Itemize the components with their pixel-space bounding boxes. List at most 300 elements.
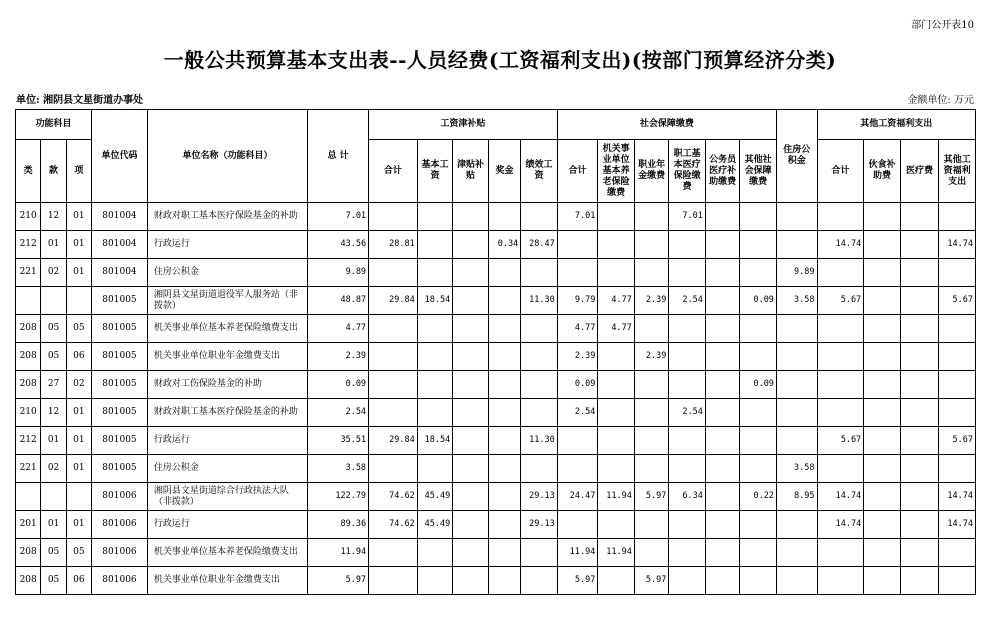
cell-kuan: 05 [41, 315, 66, 343]
cell-medical: 6.34 [669, 483, 706, 511]
cell-other-w [939, 371, 976, 399]
cell-xiang: 06 [66, 343, 91, 371]
header-sub: 合计 [557, 140, 598, 203]
cell-total: 122.79 [308, 483, 369, 511]
cell-oth-total [817, 539, 864, 567]
cell-code: 801005 [92, 399, 148, 427]
cell-housing [776, 399, 817, 427]
cell-perf: 29.13 [521, 483, 558, 511]
cell-medical [669, 427, 706, 455]
cell-perf [521, 203, 558, 231]
cell-bonus [488, 287, 520, 315]
cell-basic [417, 567, 453, 595]
cell-med-fee [900, 371, 939, 399]
header-sub: 其他工资福利支出 [939, 140, 976, 203]
cell-med-fee [900, 287, 939, 315]
cell-perf [521, 399, 558, 427]
header-sub: 职业年金缴费 [634, 140, 669, 203]
cell-xiang: 01 [66, 427, 91, 455]
table-row [16, 399, 976, 427]
cell-total: 2.39 [308, 343, 369, 371]
cell-sal-total [369, 567, 418, 595]
cell-soc-total [557, 259, 598, 287]
cell-lei [16, 287, 41, 315]
cell-sal-total [369, 259, 418, 287]
cell-perf [521, 539, 558, 567]
cell-code: 801006 [92, 483, 148, 511]
cell-other-w [939, 399, 976, 427]
cell-name: 行政运行 [147, 231, 307, 259]
cell-bonus [488, 539, 520, 567]
cell-civil-med [705, 483, 740, 511]
table-row [16, 287, 976, 315]
cell-meal [864, 427, 901, 455]
cell-perf [521, 259, 558, 287]
cell-other-w [939, 567, 976, 595]
table-row [16, 259, 976, 287]
cell-bonus: 0.34 [488, 231, 520, 259]
cell-allow [453, 427, 489, 455]
cell-pension [598, 455, 635, 483]
cell-annuity [634, 203, 669, 231]
cell-other-soc [740, 567, 777, 595]
cell-bonus [488, 315, 520, 343]
cell-annuity [634, 539, 669, 567]
page-corner-label: 部门公开表10 [911, 20, 974, 31]
cell-name: 湘阴县文星街道综合行政执法大队（非拨款） [147, 483, 307, 511]
cell-kuan: 05 [41, 567, 66, 595]
cell-oth-total: 14.74 [817, 511, 864, 539]
cell-civil-med [705, 567, 740, 595]
cell-name: 财政对职工基本医疗保险基金的补助 [147, 203, 307, 231]
cell-annuity [634, 231, 669, 259]
cell-allow [453, 259, 489, 287]
cell-pension [598, 203, 635, 231]
cell-pension [598, 343, 635, 371]
header-housing: 住房公积金 [776, 110, 817, 203]
cell-sal-total [369, 371, 418, 399]
cell-meal [864, 483, 901, 511]
cell-lei: 208 [16, 371, 41, 399]
cell-other-soc: 0.22 [740, 483, 777, 511]
cell-bonus [488, 343, 520, 371]
cell-oth-total [817, 203, 864, 231]
cell-annuity [634, 511, 669, 539]
cell-total: 11.94 [308, 539, 369, 567]
cell-basic: 18.54 [417, 287, 453, 315]
header-total: 总 计 [308, 110, 369, 203]
cell-sal-total: 28.81 [369, 231, 418, 259]
cell-code: 801005 [92, 455, 148, 483]
cell-allow [453, 371, 489, 399]
table-row [16, 567, 976, 595]
cell-name: 机关事业单位基本养老保险缴费支出 [147, 539, 307, 567]
cell-xiang: 05 [66, 539, 91, 567]
cell-code: 801005 [92, 315, 148, 343]
cell-soc-total [557, 427, 598, 455]
header-sub: 机关事业单位基本养老保险缴费 [598, 140, 635, 203]
cell-medical [669, 315, 706, 343]
cell-lei: 201 [16, 511, 41, 539]
cell-med-fee [900, 483, 939, 511]
header-sub: 伙食补助费 [864, 140, 901, 203]
cell-kuan [41, 483, 66, 511]
header-sub: 绩效工资 [521, 140, 558, 203]
table-row [16, 539, 976, 567]
cell-medical [669, 511, 706, 539]
cell-xiang: 01 [66, 455, 91, 483]
cell-meal [864, 539, 901, 567]
cell-bonus [488, 371, 520, 399]
cell-lei: 208 [16, 343, 41, 371]
cell-name: 财政对职工基本医疗保险基金的补助 [147, 399, 307, 427]
cell-perf: 11.30 [521, 427, 558, 455]
cell-code: 801004 [92, 259, 148, 287]
cell-bonus [488, 567, 520, 595]
cell-sal-total [369, 343, 418, 371]
cell-oth-total [817, 371, 864, 399]
cell-other-w: 5.67 [939, 427, 976, 455]
table-row [16, 231, 976, 259]
cell-bonus [488, 399, 520, 427]
cell-lei: 208 [16, 315, 41, 343]
header-sub: 其他社会保障缴费 [740, 140, 777, 203]
cell-code: 801006 [92, 567, 148, 595]
cell-basic [417, 371, 453, 399]
cell-meal [864, 399, 901, 427]
cell-housing [776, 371, 817, 399]
cell-xiang: 06 [66, 567, 91, 595]
cell-medical [669, 455, 706, 483]
cell-sal-total [369, 399, 418, 427]
cell-basic [417, 259, 453, 287]
cell-soc-total [557, 455, 598, 483]
cell-civil-med [705, 287, 740, 315]
cell-other-w: 5.67 [939, 287, 976, 315]
cell-xiang [66, 287, 91, 315]
header-sub: 基本工资 [417, 140, 453, 203]
cell-sal-total [369, 203, 418, 231]
header-salary-group: 工资津补贴 [369, 110, 558, 140]
unit-label: 单位: 湘阴县文星街道办事处 [16, 95, 144, 106]
cell-pension [598, 259, 635, 287]
cell-civil-med [705, 259, 740, 287]
cell-soc-total: 5.97 [557, 567, 598, 595]
cell-xiang: 01 [66, 399, 91, 427]
cell-allow [453, 315, 489, 343]
cell-annuity: 2.39 [634, 343, 669, 371]
cell-meal [864, 371, 901, 399]
cell-kuan: 27 [41, 371, 66, 399]
cell-name: 住房公积金 [147, 259, 307, 287]
table-row [16, 511, 976, 539]
cell-other-soc [740, 315, 777, 343]
cell-basic [417, 399, 453, 427]
header-sub: 职工基本医疗保险缴费 [669, 140, 706, 203]
cell-perf: 11.30 [521, 287, 558, 315]
header-social-group: 社会保障缴费 [557, 110, 776, 140]
cell-basic: 45.49 [417, 511, 453, 539]
cell-sal-total [369, 315, 418, 343]
header-sub: 合计 [817, 140, 864, 203]
cell-xiang: 01 [66, 511, 91, 539]
cell-basic [417, 231, 453, 259]
cell-other-w [939, 539, 976, 567]
cell-other-w [939, 455, 976, 483]
cell-perf: 29.13 [521, 511, 558, 539]
cell-oth-total: 14.74 [817, 231, 864, 259]
cell-code: 801006 [92, 511, 148, 539]
cell-meal [864, 287, 901, 315]
cell-kuan: 02 [41, 455, 66, 483]
header-sub: 公务员医疗补助缴费 [705, 140, 740, 203]
cell-meal [864, 455, 901, 483]
cell-housing: 8.95 [776, 483, 817, 511]
cell-allow [453, 455, 489, 483]
cell-total: 5.97 [308, 567, 369, 595]
cell-total: 0.09 [308, 371, 369, 399]
cell-sal-total: 74.62 [369, 511, 418, 539]
cell-code: 801004 [92, 231, 148, 259]
cell-annuity [634, 399, 669, 427]
cell-other-soc [740, 539, 777, 567]
table-row [16, 315, 976, 343]
header-other-group: 其他工资福利支出 [817, 110, 975, 140]
cell-name: 机关事业单位基本养老保险缴费支出 [147, 315, 307, 343]
cell-sal-total: 29.84 [369, 287, 418, 315]
cell-code: 801005 [92, 287, 148, 315]
cell-code: 801005 [92, 343, 148, 371]
cell-pension [598, 427, 635, 455]
cell-housing: 9.89 [776, 259, 817, 287]
cell-oth-total: 14.74 [817, 483, 864, 511]
cell-kuan [41, 287, 66, 315]
header-xiang: 项 [66, 140, 91, 203]
cell-pension [598, 399, 635, 427]
cell-kuan: 01 [41, 427, 66, 455]
cell-total: 3.58 [308, 455, 369, 483]
header-unit-code: 单位代码 [92, 110, 148, 203]
cell-kuan: 12 [41, 399, 66, 427]
cell-lei: 221 [16, 455, 41, 483]
cell-kuan: 05 [41, 343, 66, 371]
cell-perf [521, 315, 558, 343]
cell-oth-total [817, 343, 864, 371]
cell-allow [453, 203, 489, 231]
cell-housing [776, 203, 817, 231]
cell-perf [521, 371, 558, 399]
cell-total: 89.36 [308, 511, 369, 539]
cell-xiang: 02 [66, 371, 91, 399]
budget-table [15, 109, 976, 595]
cell-meal [864, 231, 901, 259]
cell-other-w: 14.74 [939, 483, 976, 511]
cell-med-fee [900, 203, 939, 231]
cell-civil-med [705, 371, 740, 399]
header-sub: 津贴补贴 [453, 140, 489, 203]
cell-civil-med [705, 455, 740, 483]
cell-lei: 208 [16, 567, 41, 595]
cell-allow [453, 399, 489, 427]
cell-med-fee [900, 259, 939, 287]
cell-housing [776, 539, 817, 567]
table-row [16, 483, 976, 511]
cell-med-fee [900, 231, 939, 259]
cell-meal [864, 259, 901, 287]
cell-housing: 3.58 [776, 455, 817, 483]
cell-allow [453, 511, 489, 539]
cell-civil-med [705, 315, 740, 343]
table-row [16, 203, 976, 231]
cell-soc-total: 9.79 [557, 287, 598, 315]
cell-civil-med [705, 427, 740, 455]
cell-med-fee [900, 567, 939, 595]
cell-soc-total: 2.39 [557, 343, 598, 371]
cell-medical: 7.01 [669, 203, 706, 231]
cell-lei [16, 483, 41, 511]
table-row [16, 343, 976, 371]
page-title: 一般公共预算基本支出表--人员经费(工资福利支出)(按部门预算经济分类) [163, 48, 837, 72]
header-sub: 医疗费 [900, 140, 939, 203]
header-sub: 奖金 [488, 140, 520, 203]
cell-meal [864, 343, 901, 371]
cell-med-fee [900, 343, 939, 371]
cell-civil-med [705, 203, 740, 231]
cell-soc-total: 2.54 [557, 399, 598, 427]
cell-kuan: 01 [41, 231, 66, 259]
cell-housing [776, 343, 817, 371]
cell-basic [417, 343, 453, 371]
cell-soc-total: 4.77 [557, 315, 598, 343]
cell-basic [417, 315, 453, 343]
cell-other-soc [740, 511, 777, 539]
cell-medical [669, 371, 706, 399]
cell-pension [598, 567, 635, 595]
cell-other-w [939, 315, 976, 343]
cell-annuity [634, 427, 669, 455]
cell-medical [669, 567, 706, 595]
cell-housing [776, 427, 817, 455]
cell-name: 行政运行 [147, 427, 307, 455]
cell-med-fee [900, 455, 939, 483]
cell-oth-total [817, 455, 864, 483]
cell-xiang: 01 [66, 259, 91, 287]
cell-meal [864, 203, 901, 231]
cell-xiang: 01 [66, 203, 91, 231]
cell-total: 7.01 [308, 203, 369, 231]
cell-annuity [634, 259, 669, 287]
cell-name: 机关事业单位职业年金缴费支出 [147, 343, 307, 371]
cell-med-fee [900, 539, 939, 567]
cell-civil-med [705, 399, 740, 427]
cell-code: 801005 [92, 427, 148, 455]
cell-civil-med [705, 231, 740, 259]
cell-other-w [939, 343, 976, 371]
cell-soc-total [557, 511, 598, 539]
cell-code: 801006 [92, 539, 148, 567]
cell-pension [598, 371, 635, 399]
cell-oth-total [817, 567, 864, 595]
cell-soc-total: 7.01 [557, 203, 598, 231]
cell-allow [453, 343, 489, 371]
cell-name: 行政运行 [147, 511, 307, 539]
cell-other-soc [740, 343, 777, 371]
cell-soc-total: 11.94 [557, 539, 598, 567]
cell-annuity: 2.39 [634, 287, 669, 315]
cell-medical: 2.54 [669, 287, 706, 315]
cell-kuan: 05 [41, 539, 66, 567]
cell-sal-total [369, 455, 418, 483]
cell-kuan: 12 [41, 203, 66, 231]
cell-basic: 45.49 [417, 483, 453, 511]
cell-lei: 208 [16, 539, 41, 567]
table-row [16, 371, 976, 399]
header-unit-name: 单位名称（功能科目） [147, 110, 307, 203]
cell-other-soc [740, 203, 777, 231]
cell-housing [776, 567, 817, 595]
cell-bonus [488, 203, 520, 231]
table-row [16, 427, 976, 455]
cell-oth-total: 5.67 [817, 427, 864, 455]
cell-pension [598, 231, 635, 259]
cell-oth-total [817, 399, 864, 427]
cell-bonus [488, 455, 520, 483]
cell-other-soc: 0.09 [740, 371, 777, 399]
cell-total: 48.87 [308, 287, 369, 315]
cell-annuity: 5.97 [634, 483, 669, 511]
cell-name: 住房公积金 [147, 455, 307, 483]
cell-basic [417, 455, 453, 483]
cell-name: 机关事业单位职业年金缴费支出 [147, 567, 307, 595]
cell-basic: 18.54 [417, 427, 453, 455]
cell-annuity [634, 455, 669, 483]
cell-perf: 28.47 [521, 231, 558, 259]
cell-civil-med [705, 511, 740, 539]
cell-lei: 212 [16, 427, 41, 455]
cell-perf [521, 343, 558, 371]
cell-med-fee [900, 399, 939, 427]
cell-med-fee [900, 511, 939, 539]
cell-lei: 210 [16, 203, 41, 231]
cell-meal [864, 567, 901, 595]
cell-lei: 221 [16, 259, 41, 287]
cell-soc-total: 24.47 [557, 483, 598, 511]
cell-bonus [488, 427, 520, 455]
cell-pension: 4.77 [598, 315, 635, 343]
cell-annuity [634, 315, 669, 343]
cell-other-soc: 0.09 [740, 287, 777, 315]
cell-other-soc [740, 427, 777, 455]
cell-xiang [66, 483, 91, 511]
cell-civil-med [705, 539, 740, 567]
cell-code: 801005 [92, 371, 148, 399]
cell-sal-total: 74.62 [369, 483, 418, 511]
cell-allow [453, 483, 489, 511]
cell-name: 财政对工伤保险基金的补助 [147, 371, 307, 399]
cell-annuity: 5.97 [634, 567, 669, 595]
cell-other-soc [740, 231, 777, 259]
cell-medical [669, 539, 706, 567]
cell-other-w: 14.74 [939, 231, 976, 259]
cell-other-soc [740, 455, 777, 483]
cell-meal [864, 511, 901, 539]
cell-xiang: 01 [66, 231, 91, 259]
cell-allow [453, 287, 489, 315]
cell-oth-total [817, 315, 864, 343]
cell-annuity [634, 371, 669, 399]
amount-unit-label: 金额单位: 万元 [907, 95, 974, 106]
cell-perf [521, 455, 558, 483]
